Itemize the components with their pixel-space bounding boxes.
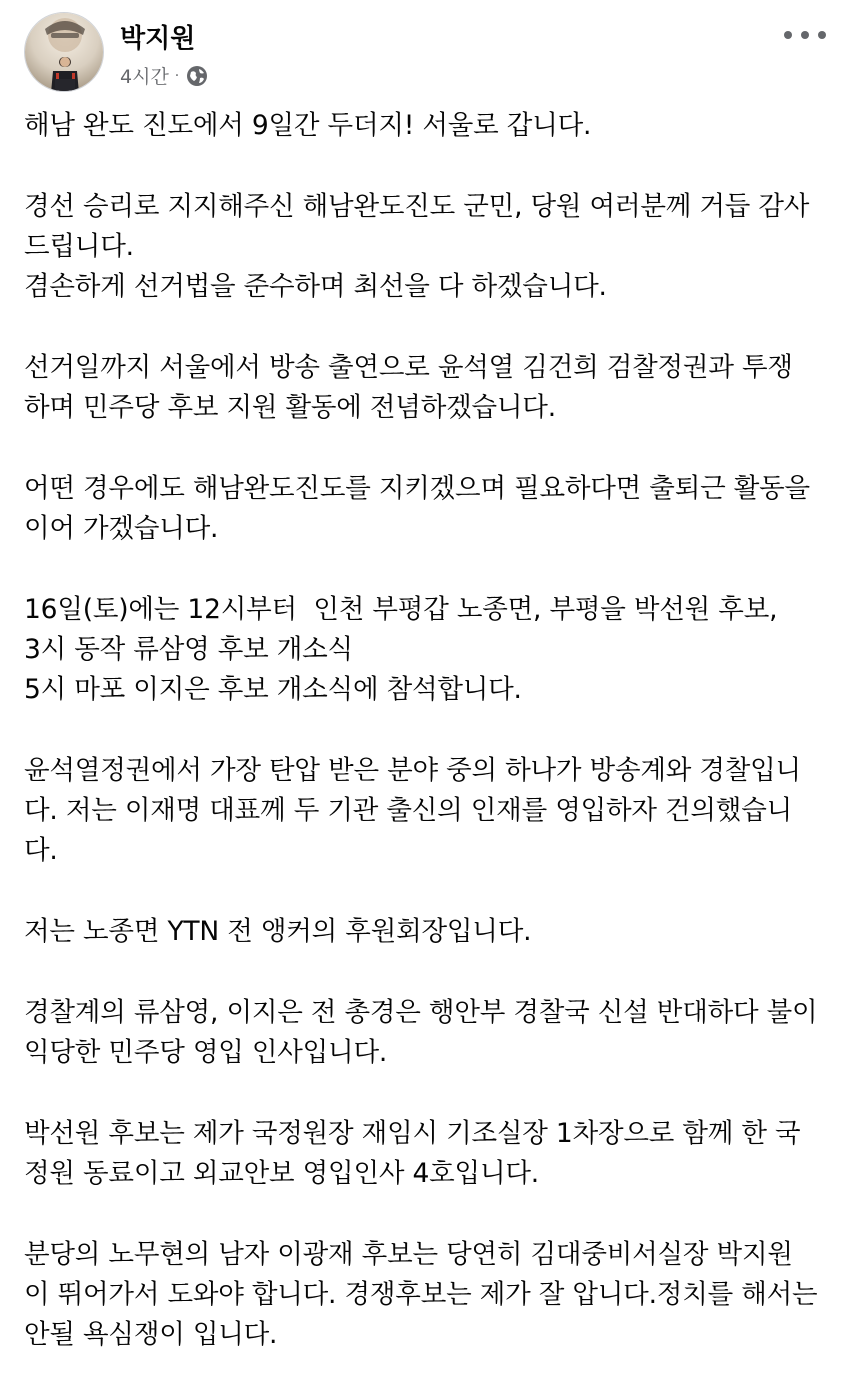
post-paragraph: [24, 1114, 826, 1194]
post-paragraph: [24, 469, 826, 549]
post-paragraph: [24, 348, 826, 428]
post-text-line: 드립니다.: [24, 231, 134, 262]
post-header: [24, 12, 826, 94]
post-text-line: 윤석열정권에서 가장 탄압 받은 분야 중의 하나가 방송계와 경찰입니: [24, 755, 801, 786]
post-text-line: 저는 노종면 YTN 전 앵커의 후원회장입니다.: [24, 916, 532, 947]
post-text-line: 이 뛰어가서 도와야 합니다. 경쟁후보는 제가 잘 압니다.정치를 해서는: [24, 1279, 818, 1310]
post-text-line: 하며 민주당 후보 지원 활동에 전념하겠습니다.: [24, 392, 556, 423]
post-text-line: 선거일까지 서울에서 방송 출연으로 윤석열 김건희 검찰정권과 투쟁: [24, 352, 793, 383]
post-paragraph: [24, 751, 826, 871]
post-text-line: 박선원 후보는 제가 국정원장 재임시 기조실장 1차장으로 함께 한 국: [24, 1118, 801, 1149]
post-text-line: 16일(토)에는 12시부터 인천 부평갑 노종면, 부평을 박선원 후보,: [24, 594, 778, 625]
post-text-line: 정원 동료이고 외교안보 영입인사 4호입니다.: [24, 1158, 539, 1189]
post-text-line: 3시 동작 류삼영 후보 개소식: [24, 634, 353, 665]
post-text-line: 안될 욕심쟁이 입니다.: [24, 1319, 278, 1350]
post-text-line: 이어 가겠습니다.: [24, 513, 219, 544]
post-text-line: 분당의 노무현의 남자 이광재 후보는 당연히 김대중비서실장 박지원: [24, 1239, 793, 1270]
globe-icon[interactable]: [185, 64, 209, 88]
post-paragraph: [24, 590, 826, 710]
post-paragraph: [24, 1235, 826, 1355]
avatar-photo: [25, 13, 104, 92]
post-paragraph: [24, 993, 826, 1073]
post-text-line: 경찰계의 류삼영, 이지은 전 총경은 행안부 경찰국 신설 반대하다 불이: [24, 997, 818, 1028]
post-text-line: 해남 완도 진도에서 9일간 두더지! 서울로 갑니다.: [24, 110, 592, 141]
post-meta: [120, 62, 209, 89]
post-body: [24, 106, 826, 1396]
post-text-line: 5시 마포 이지은 후보 개소식에 참석합니다.: [24, 674, 522, 705]
post-text-line: 어떤 경우에도 해남완도진도를 지키겠으며 필요하다면 출퇴근 활동을: [24, 473, 810, 504]
meta-separator: ·: [174, 67, 180, 84]
post-text-line: 경선 승리로 지지해주신 해남완도진도 군민, 당원 여러분께 거듭 감사: [24, 191, 810, 222]
post-paragraph: [24, 106, 826, 146]
post-text-line: 다. 저는 이재명 대표께 두 기관 출신의 인재를 영입하자 건의했습니: [24, 795, 793, 826]
post-paragraph: [24, 912, 826, 952]
author-name[interactable]: 박지원: [120, 24, 196, 54]
post-text-line: 익당한 민주당 영입 인사입니다.: [24, 1037, 388, 1068]
author-avatar[interactable]: [24, 12, 104, 92]
post-paragraph: [24, 187, 826, 307]
post-text-line: 겸손하게 선거법을 준수하며 최선을 다 하겠습니다.: [24, 271, 607, 302]
post-text-line: 다.: [24, 835, 58, 866]
post-timestamp[interactable]: 4시간: [120, 66, 169, 88]
more-dots-icon[interactable]: [784, 22, 826, 48]
